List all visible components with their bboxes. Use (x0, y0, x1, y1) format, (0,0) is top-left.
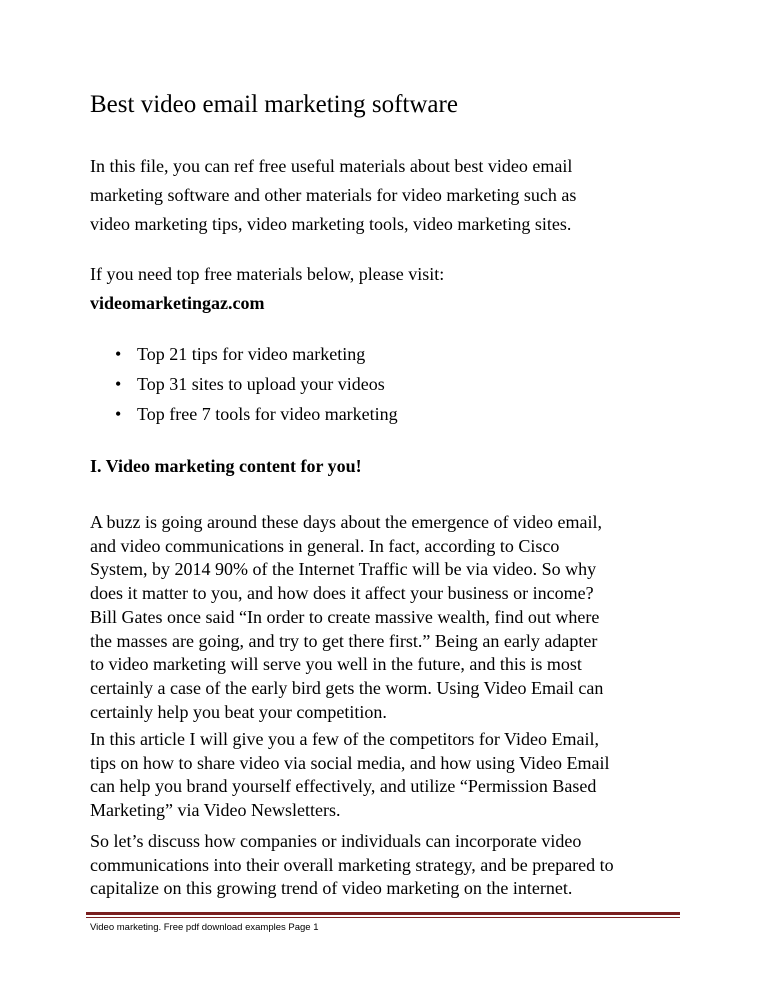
section-heading: I. Video marketing content for you! (90, 456, 362, 476)
paragraph-line: can help you brand yourself effectively, and utilize “Permission Based (90, 776, 597, 797)
paragraph-line: tips on how to share video via social media, and how using Video Email (90, 752, 610, 773)
visit-paragraph (90, 260, 444, 318)
list-item-label: Top 31 sites to upload your videos (137, 374, 385, 394)
bullet-icon: • (115, 374, 122, 394)
page-title: Best video email marketing software (90, 91, 458, 118)
footer-divider-thick (86, 912, 680, 915)
paragraph-line: to video marketing will serve you well in the future, and this is most (90, 654, 582, 675)
intro-paragraph (90, 152, 690, 239)
paragraph-line: and video communications in general. In fact, according to Cisco (90, 535, 560, 556)
bullet-icon: • (115, 344, 122, 364)
list-item-label: Top free 7 tools for video marketing (137, 404, 398, 424)
list-item-label: Top 21 tips for video marketing (137, 344, 366, 364)
paragraph-line: Bill Gates once said “In order to create massive wealth, find out where (90, 606, 600, 627)
footer-divider-thin (86, 917, 680, 918)
paragraph-line: certainly a case of the early bird gets the worm. Using Video Email can (90, 677, 604, 698)
site-link[interactable]: videomarketingaz.com (90, 293, 265, 313)
body-paragraph-3 (90, 830, 614, 901)
paragraph-line: the masses are going, and try to get there first.” Being an early adapter (90, 630, 598, 651)
paragraph-line: certainly help you beat your competition. (90, 701, 387, 722)
body-paragraph-1 (90, 511, 603, 724)
list-item (90, 339, 398, 369)
paragraph-line: A buzz is going around these days about the emergence of video email, (90, 512, 603, 532)
paragraph-line: communications into their overall marketing strategy, and be prepared to (90, 854, 614, 875)
body-paragraph-2 (90, 728, 610, 823)
page-footer: Video marketing. Free pdf download examples Page 1 (90, 922, 319, 933)
visit-text: If you need top free materials below, please visit: (90, 264, 445, 284)
paragraph-line: capitalize on this growing trend of video marketing on the internet. (90, 878, 573, 899)
paragraph-line: So let’s discuss how companies or individuals can incorporate video (90, 831, 582, 851)
intro-line: In this file, you can ref free useful materials about best video email (90, 156, 573, 176)
materials-list (90, 339, 398, 429)
list-item (90, 399, 398, 429)
paragraph-line: Marketing” via Video Newsletters. (90, 800, 341, 821)
paragraph-line: In this article I will give you a few of the competitors for Video Email, (90, 729, 599, 749)
list-item (90, 369, 398, 399)
intro-line: video marketing tips, video marketing tools, video marketing sites. (90, 214, 572, 234)
bullet-icon: • (115, 404, 122, 424)
paragraph-line: System, by 2014 90% of the Internet Traffic will be via video. So why (90, 559, 597, 580)
intro-line: marketing software and other materials for video marketing such as (90, 185, 577, 205)
paragraph-line: does it matter to you, and how does it affect your business or income? (90, 583, 594, 604)
